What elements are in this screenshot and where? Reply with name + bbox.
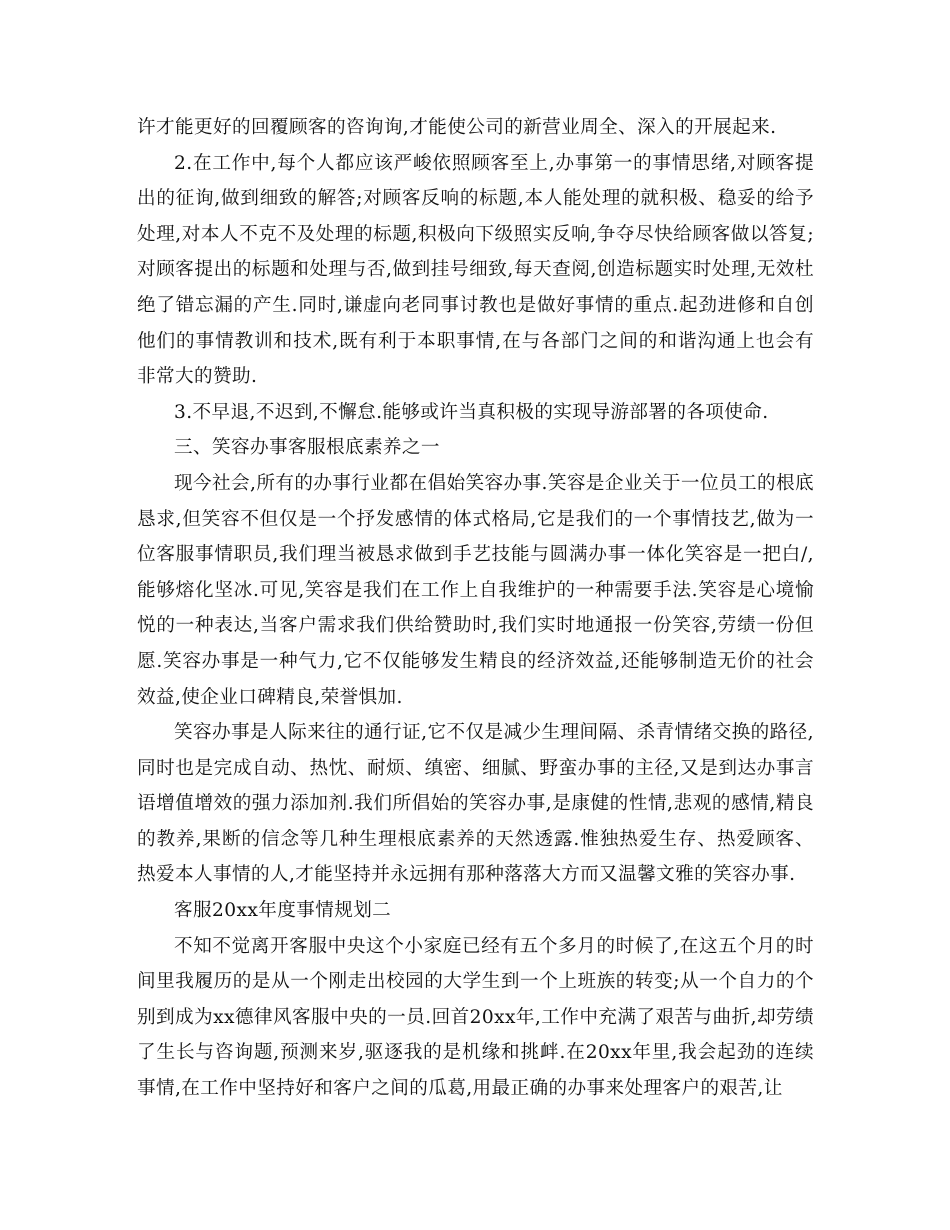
- paragraph-3: 3.不早退,不迟到,不懈怠.能够或许当真积极的实现导游部署的各项使命.: [174, 401, 769, 423]
- paragraph-5: 现今社会,所有的办事行业都在倡始笑容办事.笑容是企业关于一位员工的根底恳求,但笑容不但仅是一个抒发感情的体式格局,它是我们的一个事情技艺,做为一位客服事情职员,我们理当被恳求做到手艺技能与圆满办事一体化笑容是一把白/,能够熔化坚冰.可见,笑容是我们在工作上自我维护的一种需要手法.笑容是心境愉悦的一种表达,当客户需求我们供给赞助时,我们实时地通报一份笑容,劳绩一份但愿.笑容办事是一种气力,它不仅能够发生精良的经济效益,还能够制造无价的社会效益,使企业口碑精良,荣誉惧加.: [137, 472, 814, 708]
- paragraph-1: 许才能更好的回覆顾客的咨询询,才能使公司的新营业周全、深入的开展起来.: [137, 117, 777, 138]
- section-heading-3: 三、笑容办事客服根底素养之一: [174, 437, 440, 459]
- paragraph-2: 2.在工作中,每个人都应该严峻依照顾客至上,办事第一的事情思绪,对顾客提出的征询,做到细致的解答;对顾客反响的标题,本人能处理的就积极、稳妥的给予处理,对本人不克不及处理的标题,积极向下级照实反响,争夺尽快给顾客做以答复;对顾客提出的标题和处理与否,做到挂号细致,每天查阅,创造标题实时处理,无效杜绝了错忘漏的产生.同时,谦虚向老同事讨教也是做好事情的重点.起劲进修和自创他们的事情教训和技术,既有利于本职事情,在与各部门之间的和谐沟通上也会有非常大的赞助.: [137, 152, 814, 388]
- paragraph-6: 笑容办事是人际来往的通行证,它不仅是减少生理间隔、杀青情绪交换的路径,同时也是完成自动、热忱、耐烦、缜密、细腻、野蛮办事的主径,又是到达办事言语增值增效的强力添加剂.我们所倡始的笑容办事,是康健的性情,悲观的感情,精良的教养,果断的信念等几种生理根底素养的天然透露.惟独热爱生存、热爱顾客、热爱本人事情的人,才能坚持并永远拥有那种落落大方而又温馨文雅的笑容办事.: [137, 722, 814, 886]
- paragraph-8: 不知不觉离开客服中央这个小家庭已经有五个多月的时候了,在这五个月的时间里我履历的是从一个刚走出校园的大学生到一个上班族的转变;从一个自力的个别到成为xx德律风客服中央的一员.回首20xx年,工作中充满了艰苦与曲折,却劳绩了生长与咨询题,预测来岁,驱逐我的是机缘和挑衅.在20xx年里,我会起劲的连续事情,在工作中坚持好和客户之间的瓜葛,用最正确的办事来处理客户的艰苦,让: [137, 935, 814, 1100]
- section-heading-plan-2: 客服20xx年度事情规划二: [174, 900, 392, 922]
